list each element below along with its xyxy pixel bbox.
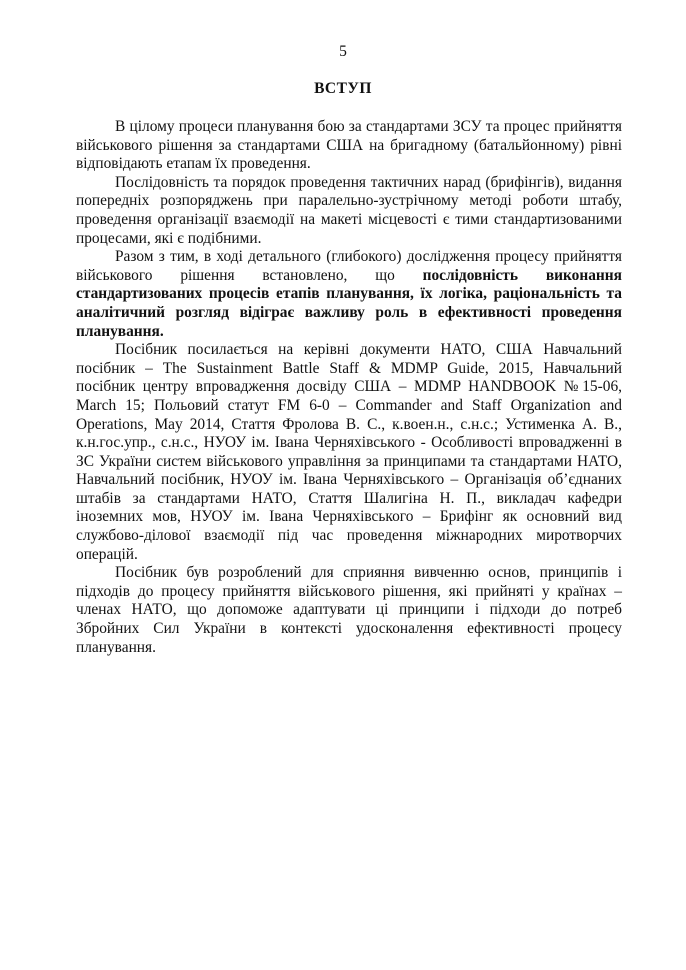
body-text: [76, 118, 622, 657]
paragraph-4: Посібник посилається на керівні документи НАТО, США Навчальний посібник – The Sustainment Battle Staff & MDMP Guide, 2015, Навчальний посібник центру впровадження досвіду США – MDMP HANDBOOK №15-06, March 15; Польовий статут FM 6-0 – Commander and Staff Organization and Operations, May 2014, Стаття Фролова В. С., к.воен.н., с.н.с.; Устименка А. В., к.н.гос.упр., с.н.с., НУОУ ім. Івана Черняхівського - Особливості впровадженні в ЗС України систем військового управління за принципами та стандартами НАТО, Навчальний посібник, НУОУ ім. Івана Черняхівського – Організація об’єднаних штабів за стандартами НАТО, Стаття Шалигіна Н. П., викладач кафедри іноземних мов, НУОУ ім. Івана Черняхівського – Брифінг як основний вид службово-ділової взаємодії під час проведення міжнародних миротворчих операцій.: [76, 341, 622, 563]
paragraph-2: Послідовність та порядок проведення тактичних нарад (брифінгів), видання попередніх розпоряджень при паралельно-зустрічному методі роботи штабу, проведення організації взаємодії на макеті місцевості є тими стандартизованими процесами, які є подібними.: [76, 173, 622, 247]
paragraph-3-emphasis: послідовність виконання стандартизованих процесів етапів планування, їх логіка, раціональність та аналітичний розгляд відіграє важливу роль в ефективності проведення планування.: [76, 266, 622, 340]
paragraph-3: [76, 248, 622, 341]
paragraph-3-text: Разом з тим, в ході детального (глибокого) дослідження процесу прийняття військового рішення встановлено, що: [76, 248, 622, 284]
paragraph-1: В цілому процеси планування бою за стандартами ЗСУ та процес прийняття військового рішення за стандартами США на бригадному (батальйонному) рівні відповідають етапам їх проведення.: [76, 118, 622, 173]
paragraph-5: Посібник був розроблений для сприяння вивченню основ, принципів і підходів до процесу прийняття військового рішення, які прийняті у країнах – членах НАТО, що допоможе адаптувати ці принципи і підходи до потреб Збройних Сил України в контексті удосконалення ефективності процесу планування.: [76, 564, 622, 656]
page-number: 5: [339, 43, 347, 60]
section-heading: ВСТУП: [314, 80, 372, 97]
